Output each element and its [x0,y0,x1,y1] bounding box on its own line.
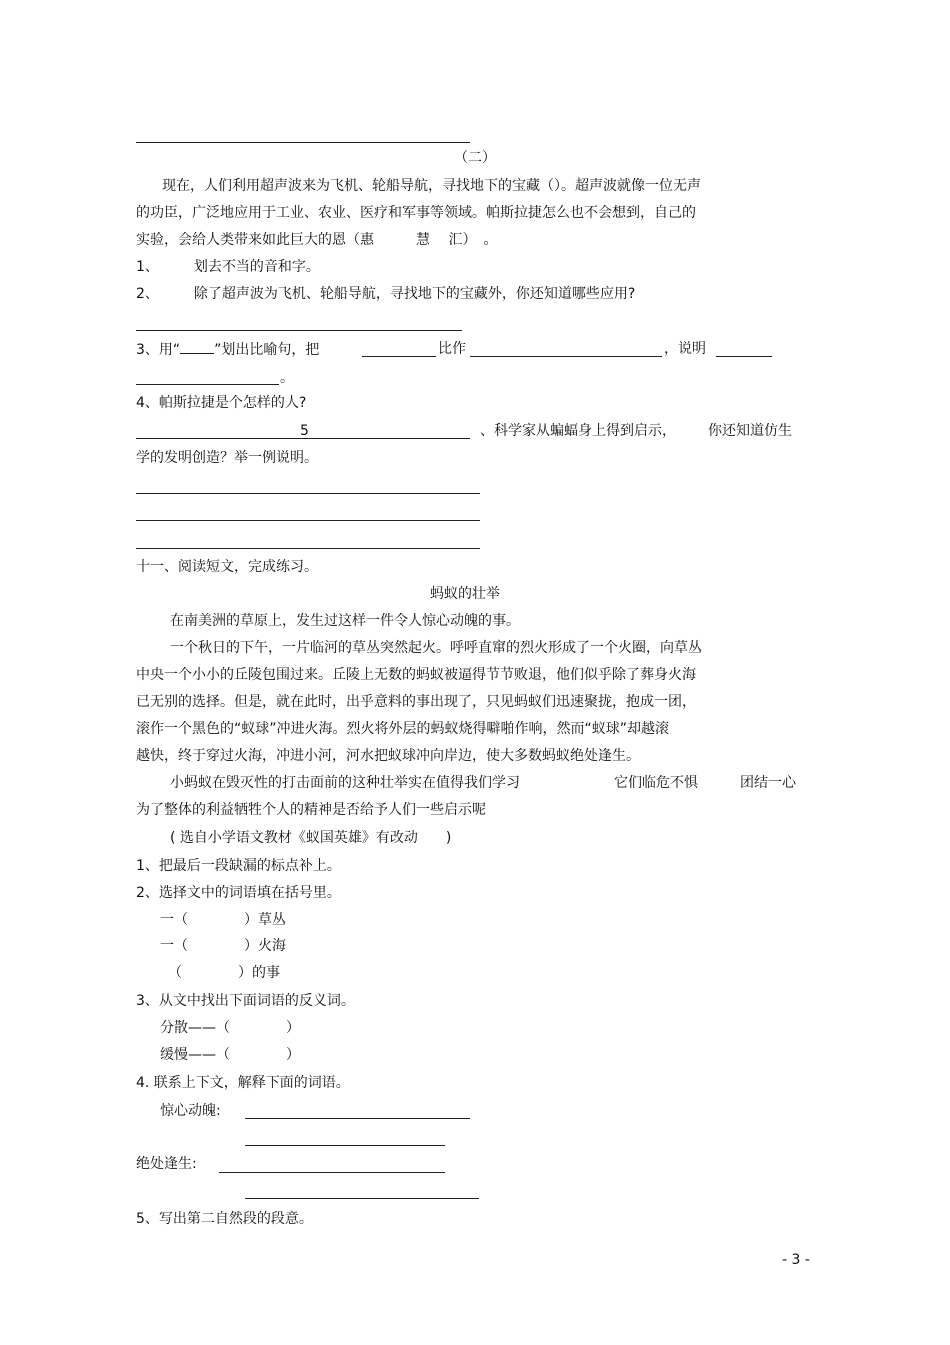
paragraph-line: 小蚂蚁在毁灭性的打击面前的这种壮举实在值得我们学习 [170,775,520,791]
blank[interactable] [362,356,436,357]
question-2: 2、选择文中的词语填在括号里。 [136,885,341,901]
paragraph-line: 实验，会给人类带来如此巨大的恩（惠 慧 汇） 。 [136,232,498,248]
answer-line[interactable] [136,330,462,331]
section-heading: （二） [454,150,496,166]
paragraph-line: 已无别的选择。但是，就在此时，出乎意料的事出现了，只见蚂蚁们迅速聚拢，抱成一团， [136,694,696,710]
question-4: 4、帕斯拉捷是个怎样的人? [136,395,307,411]
question-5: 学的发明创造？举一例说明。 [136,450,318,466]
fill-item[interactable]: （ ）的事 [168,965,280,981]
answer-line[interactable] [136,548,480,549]
question-1: 1、 划去不当的音和字。 [136,259,320,275]
paragraph-line: 在南美洲的草原上，发生过这样一件令人惊心动魄的事。 [170,613,520,629]
paragraph-line: 滚作一个黑色的“蚁球”冲进火海。烈火将外层的蚂蚁烧得噼啪作响，然而“蚁球”却越滚 [136,721,670,737]
paragraph-line: 一个秋日的下午，一片临河的草丛突然起火。呼呼直窜的烈火形成了一个火圈，向草丛 [170,640,702,656]
q3-text: 。 [280,370,294,386]
paragraph-line: 中央一个小小的丘陵包围过来。丘陵上无数的蚂蚁被逼得节节败退，他们似乎除了葬身火海 [136,667,696,683]
paragraph-line: 越快，终于穿过火海，冲进小河，河水把蚁球冲向岸边，使大多数蚂蚁绝处逢生。 [136,748,640,764]
fill-item[interactable]: 缓慢——（ ） [160,1047,300,1063]
paragraph-line: 现在，人们利用超声波来为飞机、轮船导航，寻找地下的宝藏（）。超声波就像一位无声 [162,178,701,194]
blank[interactable] [180,339,214,354]
answer-line[interactable] [136,493,480,494]
term-label: 惊心动魄: [160,1103,221,1119]
answer-line[interactable] [219,1172,445,1173]
q3-text: 3、用“ [136,342,181,358]
page-number: - 3 - [782,1252,810,1268]
paragraph-line: 的功臣，广泛地应用于工业、农业、医疗和军事等领域。帕斯拉捷怎么也不会想到，自己的 [136,205,696,221]
paragraph-line: 团结一心 [740,775,796,791]
source-note: ( 选自小学语文教材《蚁国英雄》有改动 ) [170,830,452,846]
q3-text: 比作 [438,341,466,357]
q3-text: ”划出比喻句，把 [214,342,320,358]
answer-line [136,142,470,143]
blank[interactable] [470,356,662,357]
question-5: 、科学家从蝙蝠身上得到启示， [480,423,676,439]
answer-line[interactable] [136,520,480,521]
fill-item[interactable]: 分散——（ ） [160,1020,300,1036]
article-title: 蚂蚁的壮举 [430,586,500,602]
blank[interactable] [716,356,772,357]
question-2: 2、 除了超声波为飞机、轮船导航，寻找地下的宝藏外，你还知道哪些应用? [136,286,636,302]
fill-item[interactable]: 一（ ）火海 [160,938,286,954]
q3-text: ，说明 [664,341,706,357]
question-1: 1、把最后一段缺漏的标点补上。 [136,858,341,874]
fill-item[interactable]: 一（ ）草丛 [160,912,286,928]
question-5-number: 5 [300,423,309,439]
question-4: 4. 联系上下文，解释下面的词语。 [136,1075,350,1091]
section-heading: 十一、阅读短文，完成练习。 [136,559,318,575]
question-5: 你还知道仿生 [708,423,792,439]
answer-line[interactable] [245,1118,470,1119]
answer-line[interactable] [245,1145,445,1146]
blank[interactable] [136,384,279,385]
question-3 [136,339,319,360]
answer-line[interactable] [245,1198,479,1199]
paragraph-line: 为了整体的利益牺牲个人的精神是否给予人们一些启示呢 [136,802,486,818]
term-label: 绝处逢生: [136,1156,197,1172]
question-5: 5、写出第二自然段的段意。 [136,1211,313,1227]
paragraph-line: 它们临危不惧 [614,775,698,791]
question-3: 3、从文中找出下面词语的反义词。 [136,993,355,1009]
